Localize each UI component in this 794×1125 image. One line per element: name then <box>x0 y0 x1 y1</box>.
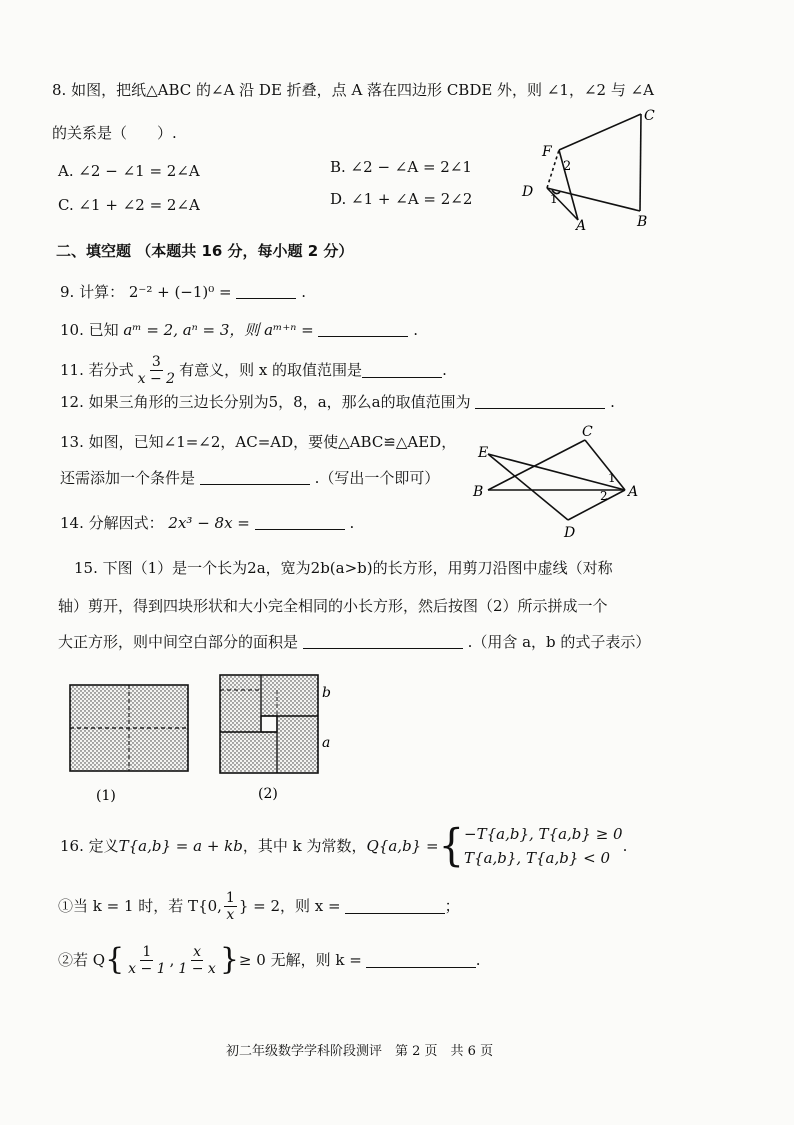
q13-line1: 13. 如图，已知∠1=∠2，AC=AD，要使△ABC≌△AED， <box>60 433 457 451</box>
q9-prefix: 9. 计算： <box>60 283 125 301</box>
q10-end: . <box>413 321 418 339</box>
q16-part2 <box>58 940 481 980</box>
q8-seg-CB <box>640 114 641 211</box>
q10-answer-blank[interactable] <box>318 322 408 337</box>
q16-p1-answer-blank[interactable] <box>345 899 445 914</box>
q16-case2: T{a,b}, T{a,b} < 0 <box>464 849 611 867</box>
q15-answer-blank[interactable] <box>303 634 463 649</box>
q13-label-2: 2 <box>600 489 608 503</box>
q11-fraction <box>136 354 177 387</box>
q15-fig2-label-a: a <box>322 735 331 751</box>
q13-figure <box>470 420 650 545</box>
q15-fig1-caption: (1) <box>96 788 116 804</box>
q10-prefix: 10. 已知 <box>60 321 124 339</box>
q11 <box>60 352 447 388</box>
q16-p1-fraction <box>224 890 237 923</box>
q16-p2-den1: x − 1 <box>128 960 166 977</box>
q15-line3 <box>58 632 650 652</box>
q14 <box>60 513 354 533</box>
q16-cases <box>464 822 623 870</box>
q14-end: . <box>349 514 355 532</box>
q16-part1 <box>58 886 460 926</box>
q14-prefix: 14. 分解因式： <box>60 514 164 532</box>
q13-line2b: .（写出一个即可） <box>314 469 440 487</box>
q8-seg-BD <box>547 188 640 211</box>
q13-label-c: C <box>582 424 593 440</box>
q16-def-t: T{a,b} = a + kb <box>118 837 243 855</box>
q11-numerator: 3 <box>151 353 161 370</box>
q13-seg-EA <box>488 454 625 490</box>
q8-label-f: F <box>542 144 552 160</box>
q15-figures <box>60 670 360 810</box>
q13-label-1: 1 <box>608 471 616 485</box>
q15-line3a: 大正方形，则中间空白部分的面积是 <box>58 633 299 651</box>
q16-p2-fraction1 <box>126 944 167 977</box>
q11-answer-blank[interactable] <box>362 363 442 378</box>
q13-label-d: D <box>564 525 576 541</box>
q11-end: . <box>442 361 447 379</box>
q13-line2 <box>60 468 439 488</box>
q8-option-b: B. ∠2 − ∠A = 2∠1 <box>330 158 472 176</box>
q16-p2-den2: 1 − x <box>178 960 216 977</box>
q13-line2a: 还需添加一个条件是 <box>60 469 196 487</box>
page-footer: 初二年级数学学科阶段测评 第 2 页 共 6 页 <box>226 1044 494 1059</box>
q15-fig2-label-b: b <box>322 685 331 701</box>
q8-option-c: C. ∠1 + ∠2 = 2∠A <box>58 196 200 214</box>
q16-definition <box>60 820 627 872</box>
q13-seg-CA <box>585 440 625 490</box>
q15-line1: 15. 下图（1）是一个长为2a，宽为2b(a>b)的长方形，用剪刀沿图中虚线（对称 <box>74 559 613 577</box>
q15-line3b: .（用含 a，b 的式子表示） <box>467 633 651 651</box>
q16-brace-icon: { <box>438 820 465 872</box>
q16-p2-brace-open-icon: { <box>105 942 125 977</box>
q12 <box>60 392 615 412</box>
q16-p1-close: } = 2，则 x = <box>238 897 341 915</box>
q8-label-d: D <box>522 184 534 200</box>
q8-option-a: A. ∠2 − ∠1 = 2∠A <box>58 162 200 180</box>
q12-text: 12. 如果三角形的三边长分别为5，8，a，那么a的取值范围为 <box>60 393 471 411</box>
q16-p2-fraction2 <box>176 944 217 977</box>
q15-line2: 轴）剪开，得到四块形状和大小完全相同的小长方形，然后按图（2）所示拼成一个 <box>58 597 608 615</box>
q9-end: . <box>301 283 306 301</box>
q13-label-a: A <box>628 484 639 500</box>
q16-p2-suffix: ≥ 0 无解，则 k = <box>238 951 362 969</box>
q12-answer-blank[interactable] <box>475 394 605 409</box>
q13-label-e: E <box>478 445 489 461</box>
q8-label-c: C <box>644 108 655 124</box>
q11-suffix: 有意义，则 x 的取值范围是 <box>179 361 363 379</box>
q16-p2-comma-icon: , <box>169 951 175 969</box>
q8-option-d: D. ∠1 + ∠A = 2∠2 <box>330 190 473 208</box>
q9-answer-blank[interactable] <box>236 284 296 299</box>
q16-case1: −T{a,b}, T{a,b} ≥ 0 <box>464 825 623 843</box>
q8-label-1: 1 <box>550 192 558 206</box>
q15-fig2-center-hole <box>261 716 277 732</box>
q14-expr: 2x³ − 8x = <box>168 514 250 532</box>
q16-p2-num1: 1 <box>142 943 152 960</box>
q14-answer-blank[interactable] <box>255 515 345 530</box>
q16-end: . <box>622 837 628 855</box>
q16-p1-den: x <box>226 906 235 923</box>
q16-def-q: Q{a,b} = <box>366 837 439 855</box>
q8-seg-CF <box>559 114 641 150</box>
q16-p1-end: ； <box>444 897 460 915</box>
q8-label-2: 2 <box>563 159 572 174</box>
q10 <box>60 320 418 340</box>
q16-prefix: 16. 定义 <box>60 837 119 855</box>
q16-mid: ，其中 k 为常数， <box>242 837 367 855</box>
q8-line1: 8. 如图，把纸△ABC 的∠A 沿 DE 折叠，点 A 落在四边形 CBDE 外，则 ∠1，∠2 与 ∠A <box>52 81 654 99</box>
q8-label-b: B <box>637 214 648 230</box>
q16-p1-open: {0, <box>198 897 222 915</box>
q9 <box>60 282 306 302</box>
section-title: 二、填空题 （本题共 16 分，每小题 2 分） <box>56 242 354 260</box>
q15-fig2-caption: (2) <box>258 786 278 802</box>
q16-p2-end: . <box>475 951 481 969</box>
q16-p2-prefix: ②若 Q <box>58 951 106 969</box>
q12-end: . <box>610 393 615 411</box>
q13-answer-blank[interactable] <box>200 470 310 485</box>
q13-label-b: B <box>473 484 484 500</box>
q8-line2: 的关系是（ ）. <box>52 124 177 142</box>
q16-p2-answer-blank[interactable] <box>366 953 476 968</box>
q16-p1-num: 1 <box>225 889 235 906</box>
q13-seg-DA <box>568 490 625 520</box>
q10-expr: aᵐ = 2, aⁿ = 3，则 aᵐ⁺ⁿ = <box>123 321 314 339</box>
q16-p1-prefix: ①当 k = 1 时，若 T <box>58 897 199 915</box>
q9-expr: 2⁻² + (−1)⁰ = <box>128 283 232 301</box>
q8-label-a: A <box>576 218 587 234</box>
q8-figure <box>510 100 670 235</box>
q11-denominator: x − 2 <box>137 370 176 387</box>
q16-p2-brace-close-icon: } <box>219 942 239 977</box>
q16-p2-num2: x <box>193 943 202 960</box>
q11-prefix: 11. 若分式 <box>60 361 134 379</box>
